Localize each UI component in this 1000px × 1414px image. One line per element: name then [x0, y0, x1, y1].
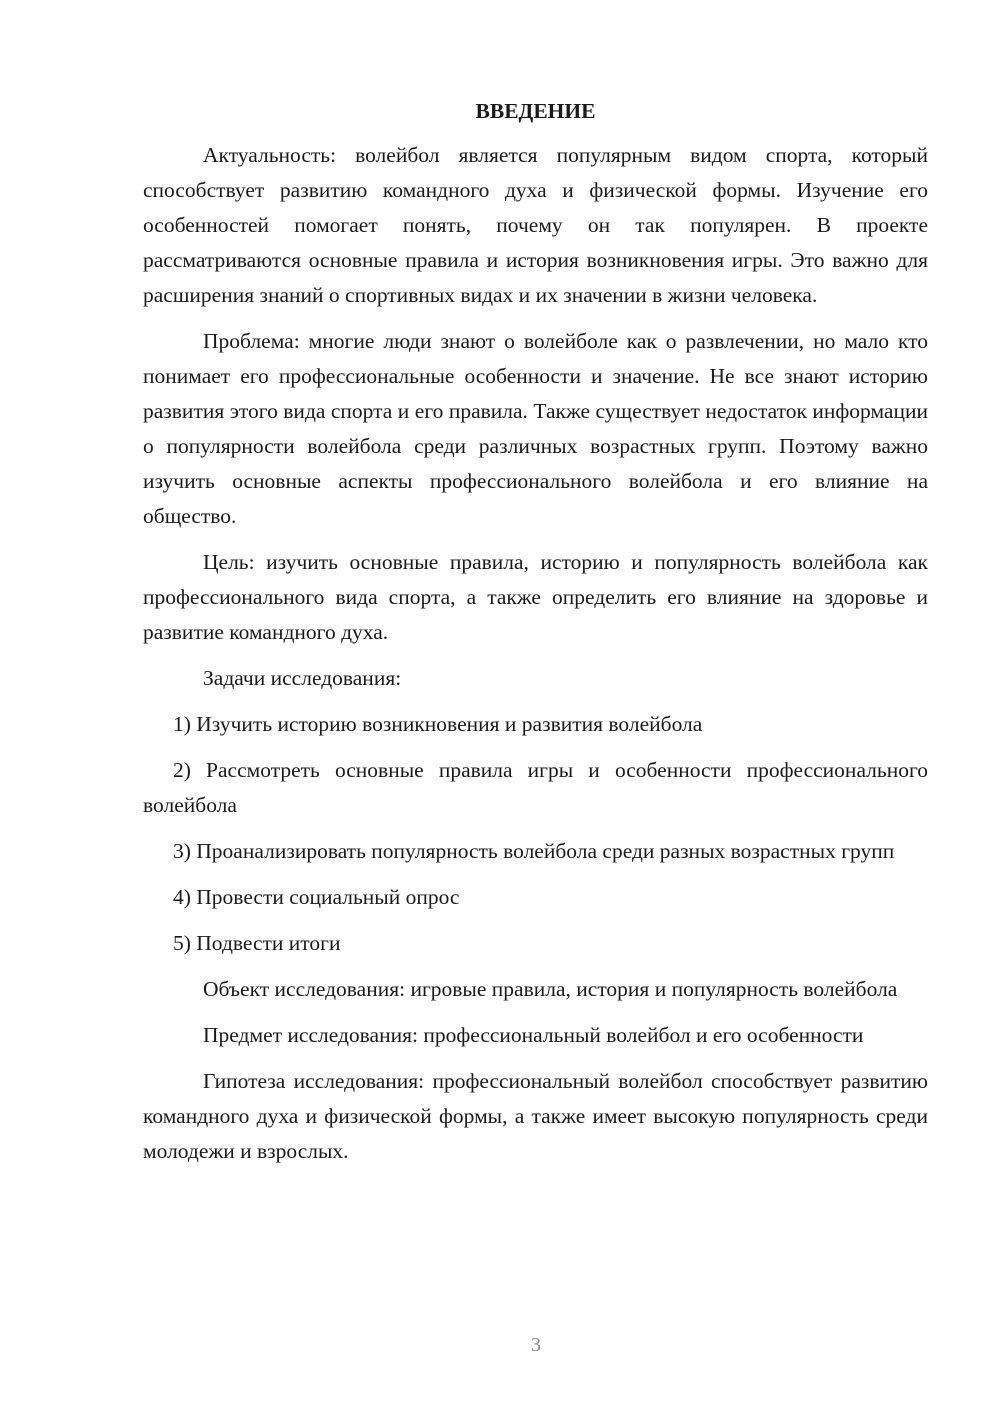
task-item-3: 3) Проанализировать популярность волейбола среди разных возрастных групп	[173, 839, 895, 863]
paragraph-goal: Цель: изучить основные правила, историю и популярность волейбола как профессионального вида спорта, а также определить его влияние на здоровье и развитие командного духа.	[143, 550, 928, 644]
task-item-5: 5) Подвести итоги	[173, 931, 341, 955]
task-item-1: 1) Изучить историю возникновения и развития волейбола	[173, 712, 703, 736]
paragraph-problem: Проблема: многие люди знают о волейболе как о развлечении, но мало кто понимает его профессиональные особенности и значение. Не все знают историю развития этого вида спорта и его правила. Также существует недостаток информации о популярности волейбола среди различных возрастных групп. Поэтому важно изучить основные аспекты профессионального волейбола и его влияние на общество.	[143, 329, 928, 528]
paragraph-object: Объект исследования: игровые правила, история и популярность волейбола	[203, 977, 898, 1001]
paragraph-subject: Предмет исследования: профессиональный волейбол и его особенности	[203, 1023, 864, 1047]
page-content	[143, 96, 928, 1180]
paragraph-relevance: Актуальность: волейбол является популярным видом спорта, который способствует развитию командного духа и физической формы. Изучение его особенностей помогает понять, почему он так популярен. В проекте рассматриваются основные правила и история возникновения игры. Это важно для расширения знаний о спортивных видах и их значении в жизни человека.	[143, 143, 928, 307]
task-item-4: 4) Провести социальный опрос	[173, 885, 460, 909]
paragraph-hypothesis: Гипотеза исследования: профессиональный волейбол способствует развитию командного духа и физической формы, а также имеет высокую популярность среди молодежи и взрослых.	[143, 1069, 928, 1163]
task-item-2: 2) Рассмотреть основные правила игры и особенности профессионального волейбола	[143, 758, 928, 817]
paragraph-tasks-title: Задачи исследования:	[203, 666, 402, 690]
section-heading: ВВЕДЕНИЕ	[475, 99, 596, 123]
page-number: 3	[531, 1334, 541, 1356]
